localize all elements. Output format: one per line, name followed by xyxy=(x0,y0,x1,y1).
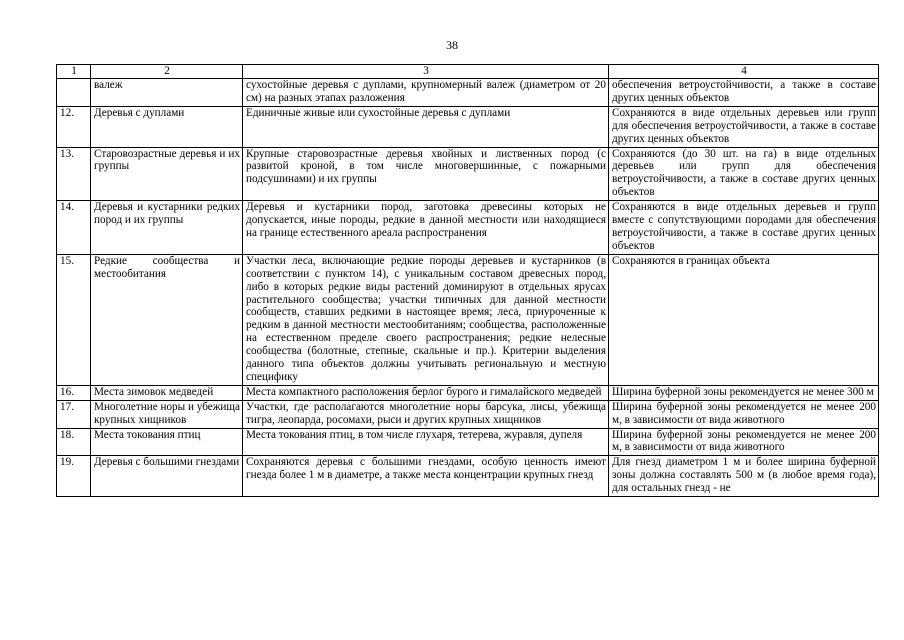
description-cell: Участки леса, включающие редкие породы деревьев и кустарников (в соответствии с пунктом 14), с уникальным составом древесных пород, либо в которых редкие виды растений доминируют в отдельных ярусах растительного сообщества; участки типичных для данной местности сообществ, ставших редкими в настоящее время; леса, приуроченные к редким в данной местности местообитаниям; сообщества, расположенные на естественном пределе своего распространения; редкие нелесные сообщества (болотные, степные, скальные и пр.). Критерии выделения данного типа объектов должны учитывать региональную и местную специфику xyxy=(243,254,609,385)
measures-cell: Ширина буферной зоны рекомендуется не менее 300 м xyxy=(609,385,879,400)
table-row xyxy=(57,428,879,456)
data-table xyxy=(56,64,879,497)
table-row xyxy=(57,79,879,107)
header-row xyxy=(57,65,879,79)
description-cell: Участки, где располагаются многолетние норы барсука, лисы, убежища тигра, леопарда, росомахи, рыси и других крупных хищников xyxy=(243,400,609,428)
row-number-cell: 19. xyxy=(57,456,91,497)
measures-cell: Сохраняются в виде отдельных деревьев и групп вместе с сопутствующими породами для обеспечения ветроустойчивости, а также в составе других ценных объектов xyxy=(609,201,879,255)
header-cell-number: 1 xyxy=(57,65,91,79)
object-name-cell: Деревья с дуплами xyxy=(91,106,243,147)
measures-cell: Сохраняются (до 30 шт. на га) в виде отдельных деревьев или групп для обеспечения ветроустойчивости, а также в составе других ценных объектов xyxy=(609,147,879,201)
measures-cell: Ширина буферной зоны рекомендуется не менее 200 м, в зависимости от вида животного xyxy=(609,400,879,428)
row-number-cell xyxy=(57,79,91,107)
object-name-cell: Старовозрастные деревья и их группы xyxy=(91,147,243,201)
object-name-cell: Места токования птиц xyxy=(91,428,243,456)
object-name-cell: Деревья с большими гнездами xyxy=(91,456,243,497)
row-number-cell: 13. xyxy=(57,147,91,201)
measures-cell: Для гнезд диаметром 1 м и более ширина буферной зоны должна составлять 500 м (в любое время года), для остальных гнезд - не xyxy=(609,456,879,497)
description-cell: Места компактного расположения берлог бурого и гималайского медведей xyxy=(243,385,609,400)
measures-cell: Сохраняются в виде отдельных деревьев или групп для обеспечения ветроустойчивости, а также в составе других ценных объектов xyxy=(609,106,879,147)
description-cell: Места токования птиц, в том числе глухаря, тетерева, журавля, дупеля xyxy=(243,428,609,456)
object-name-cell: Места зимовок медведей xyxy=(91,385,243,400)
table-row xyxy=(57,385,879,400)
row-number-cell: 16. xyxy=(57,385,91,400)
table-row xyxy=(57,456,879,497)
table-row xyxy=(57,106,879,147)
description-cell: сухостойные деревья с дуплами, крупномерный валеж (диаметром от 20 см) на разных этапах разложения xyxy=(243,79,609,107)
table-row xyxy=(57,254,879,385)
table-row xyxy=(57,147,879,201)
row-number-cell: 18. xyxy=(57,428,91,456)
description-cell: Единичные живые или сухостойные деревья с дуплами xyxy=(243,106,609,147)
object-name-cell: Редкие сообщества и местообитания xyxy=(91,254,243,385)
description-cell: Сохраняются деревья с большими гнездами, особую ценность имеют гнезда более 1 м в диаметре, а также места концентрации крупных гнезд xyxy=(243,456,609,497)
page-number: 38 xyxy=(446,38,458,52)
row-number-cell: 14. xyxy=(57,201,91,255)
table-row xyxy=(57,201,879,255)
object-name-cell: Деревья и кустарники редких пород и их группы xyxy=(91,201,243,255)
header-cell-measures: 4 xyxy=(609,65,879,79)
description-cell: Деревья и кустарники пород, заготовка древесины которых не допускается, иные породы, редкие в данной местности или находящиеся на границе естественного ареала распространения xyxy=(243,201,609,255)
measures-cell: Ширина буферной зоны рекомендуется не менее 200 м, в зависимости от вида животного xyxy=(609,428,879,456)
row-number-cell: 12. xyxy=(57,106,91,147)
row-number-cell: 17. xyxy=(57,400,91,428)
row-number-cell: 15. xyxy=(57,254,91,385)
description-cell: Крупные старовозрастные деревья хвойных и лиственных пород (с развитой кроной, в том числе многовершинные, с пожарными подсушинами) и их группы xyxy=(243,147,609,201)
object-name-cell: валеж xyxy=(91,79,243,107)
measures-cell: обеспечения ветроустойчивости, а также в составе других ценных объектов xyxy=(609,79,879,107)
header-cell-description: 3 xyxy=(243,65,609,79)
table-row xyxy=(57,400,879,428)
measures-cell: Сохраняются в границах объекта xyxy=(609,254,879,385)
object-name-cell: Многолетние норы и убежища крупных хищников xyxy=(91,400,243,428)
header-cell-name: 2 xyxy=(91,65,243,79)
